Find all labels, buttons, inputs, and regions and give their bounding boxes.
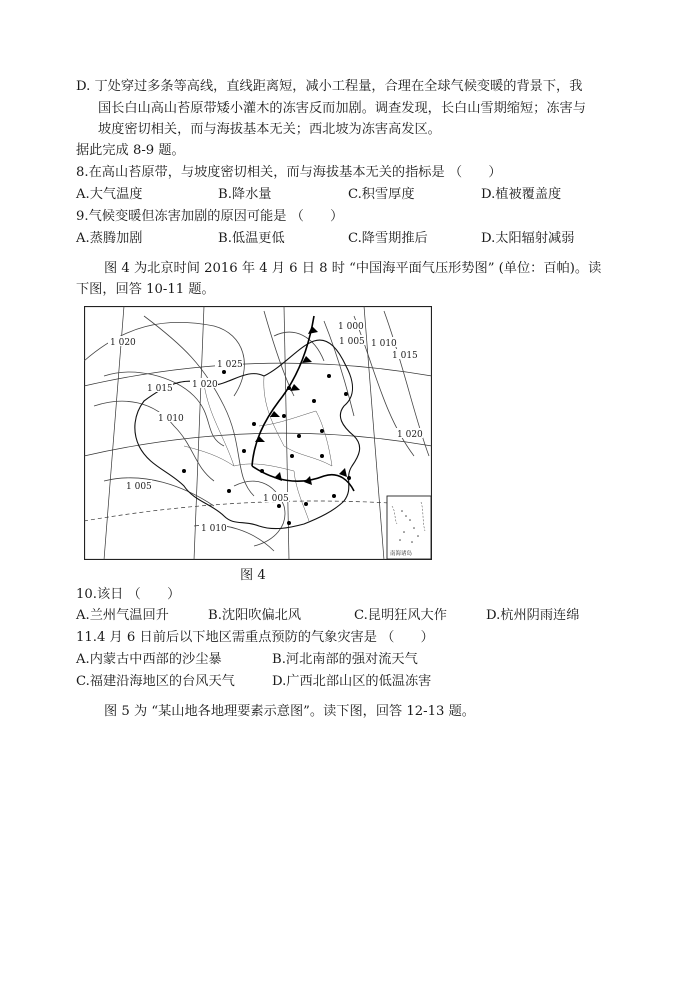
q9-option-a[interactable]: A.蒸腾加剧 bbox=[76, 231, 143, 246]
q11-option-a[interactable]: A.内蒙古中西部的沙尘暴 bbox=[76, 652, 222, 667]
inset-label: 南海诸岛 bbox=[390, 551, 413, 557]
fig4-intro-line-1: 图 4 为北京时间 2016 年 4 月 6 日 8 时 “中国海平面气压形势图” (单位：百帕)。读 bbox=[104, 261, 602, 276]
q8-option-a[interactable]: A.大气温度 bbox=[76, 187, 143, 202]
south-china-sea-inset bbox=[387, 496, 431, 559]
isobar-label: 1 020 bbox=[110, 338, 136, 348]
fig5-intro: 图 5 为 “某山地各地理要素示意图”。读下图，回答 12-13 题。 bbox=[104, 704, 475, 719]
fig4-intro-line-2: 下图，回答 10-11 题。 bbox=[76, 282, 215, 297]
q10-option-c[interactable]: C.昆明狂风大作 bbox=[354, 608, 447, 623]
intro-8-9: 据此完成 8-9 题。 bbox=[76, 143, 185, 158]
q9-option-b[interactable]: B.低温更低 bbox=[218, 231, 285, 246]
q9-options bbox=[76, 230, 636, 248]
pressure-map bbox=[84, 306, 432, 560]
q10-option-b[interactable]: B.沈阳吹偏北风 bbox=[208, 608, 302, 623]
q8-option-c[interactable]: C.积雪厚度 bbox=[348, 187, 415, 202]
isobar-label: 1 010 bbox=[371, 339, 397, 349]
isobar-label: 1 020 bbox=[397, 430, 423, 440]
isobar-label: 1 015 bbox=[392, 351, 418, 361]
isobar-label: 1 005 bbox=[339, 337, 365, 347]
q11-options-row-2 bbox=[76, 673, 636, 691]
isobar-label: 1 015 bbox=[147, 384, 173, 394]
option-d-line-1: D. 丁处穿过多条等高线，直线距离短，减小工程量，合理在全球气候变暖的背景下，我 bbox=[76, 79, 583, 94]
q8-stem: 8.在高山苔原带，与坡度密切相关，而与海拔基本无关的指标是 （ ） bbox=[76, 165, 502, 180]
isobar-label: 1 025 bbox=[217, 360, 243, 370]
q11-options-row-1 bbox=[76, 651, 636, 669]
q9-option-c[interactable]: C.降雪期推后 bbox=[348, 231, 428, 246]
q9-option-d[interactable]: D.太阳辐射减弱 bbox=[481, 231, 575, 246]
q8-option-d[interactable]: D.植被覆盖度 bbox=[481, 187, 562, 202]
q11-option-c[interactable]: C.福建沿海地区的台风天气 bbox=[76, 674, 235, 689]
option-d-line-2: 国长白山高山苔原带矮小灌木的冻害反而加剧。调查发现，长白山雪期缩短；冻害与 bbox=[98, 101, 586, 116]
q8-option-b[interactable]: B.降水量 bbox=[218, 187, 272, 202]
isobar-label: 1 000 bbox=[338, 322, 364, 332]
fig4-caption: 图 4 bbox=[240, 568, 266, 583]
q11-stem: 11.4 月 6 日前后以下地区需重点预防的气象灾害是 （ ） bbox=[76, 630, 434, 645]
isobar-label: 1 010 bbox=[201, 524, 227, 534]
q8-options bbox=[76, 186, 636, 204]
q10-options bbox=[76, 607, 636, 625]
isobar-label: 1 020 bbox=[192, 380, 218, 390]
q9-stem: 9.气候变暖但冻害加剧的原因可能是 （ ） bbox=[76, 209, 344, 224]
isobar-label: 1 005 bbox=[263, 494, 289, 504]
q11-option-b[interactable]: B.河北南部的强对流天气 bbox=[272, 652, 418, 667]
q10-option-a[interactable]: A.兰州气温回升 bbox=[76, 608, 169, 623]
q10-stem: 10.该日 （ ） bbox=[76, 587, 181, 602]
q10-option-d[interactable]: D.杭州阴雨连绵 bbox=[486, 608, 580, 623]
isobar-label: 1 005 bbox=[126, 482, 152, 492]
q11-option-d[interactable]: D.广西北部山区的低温冻害 bbox=[272, 674, 432, 689]
isobar-label: 1 010 bbox=[158, 414, 184, 424]
option-d-line-3: 坡度密切相关，而与海拔基本无关；西北坡为冻害高发区。 bbox=[98, 122, 441, 137]
